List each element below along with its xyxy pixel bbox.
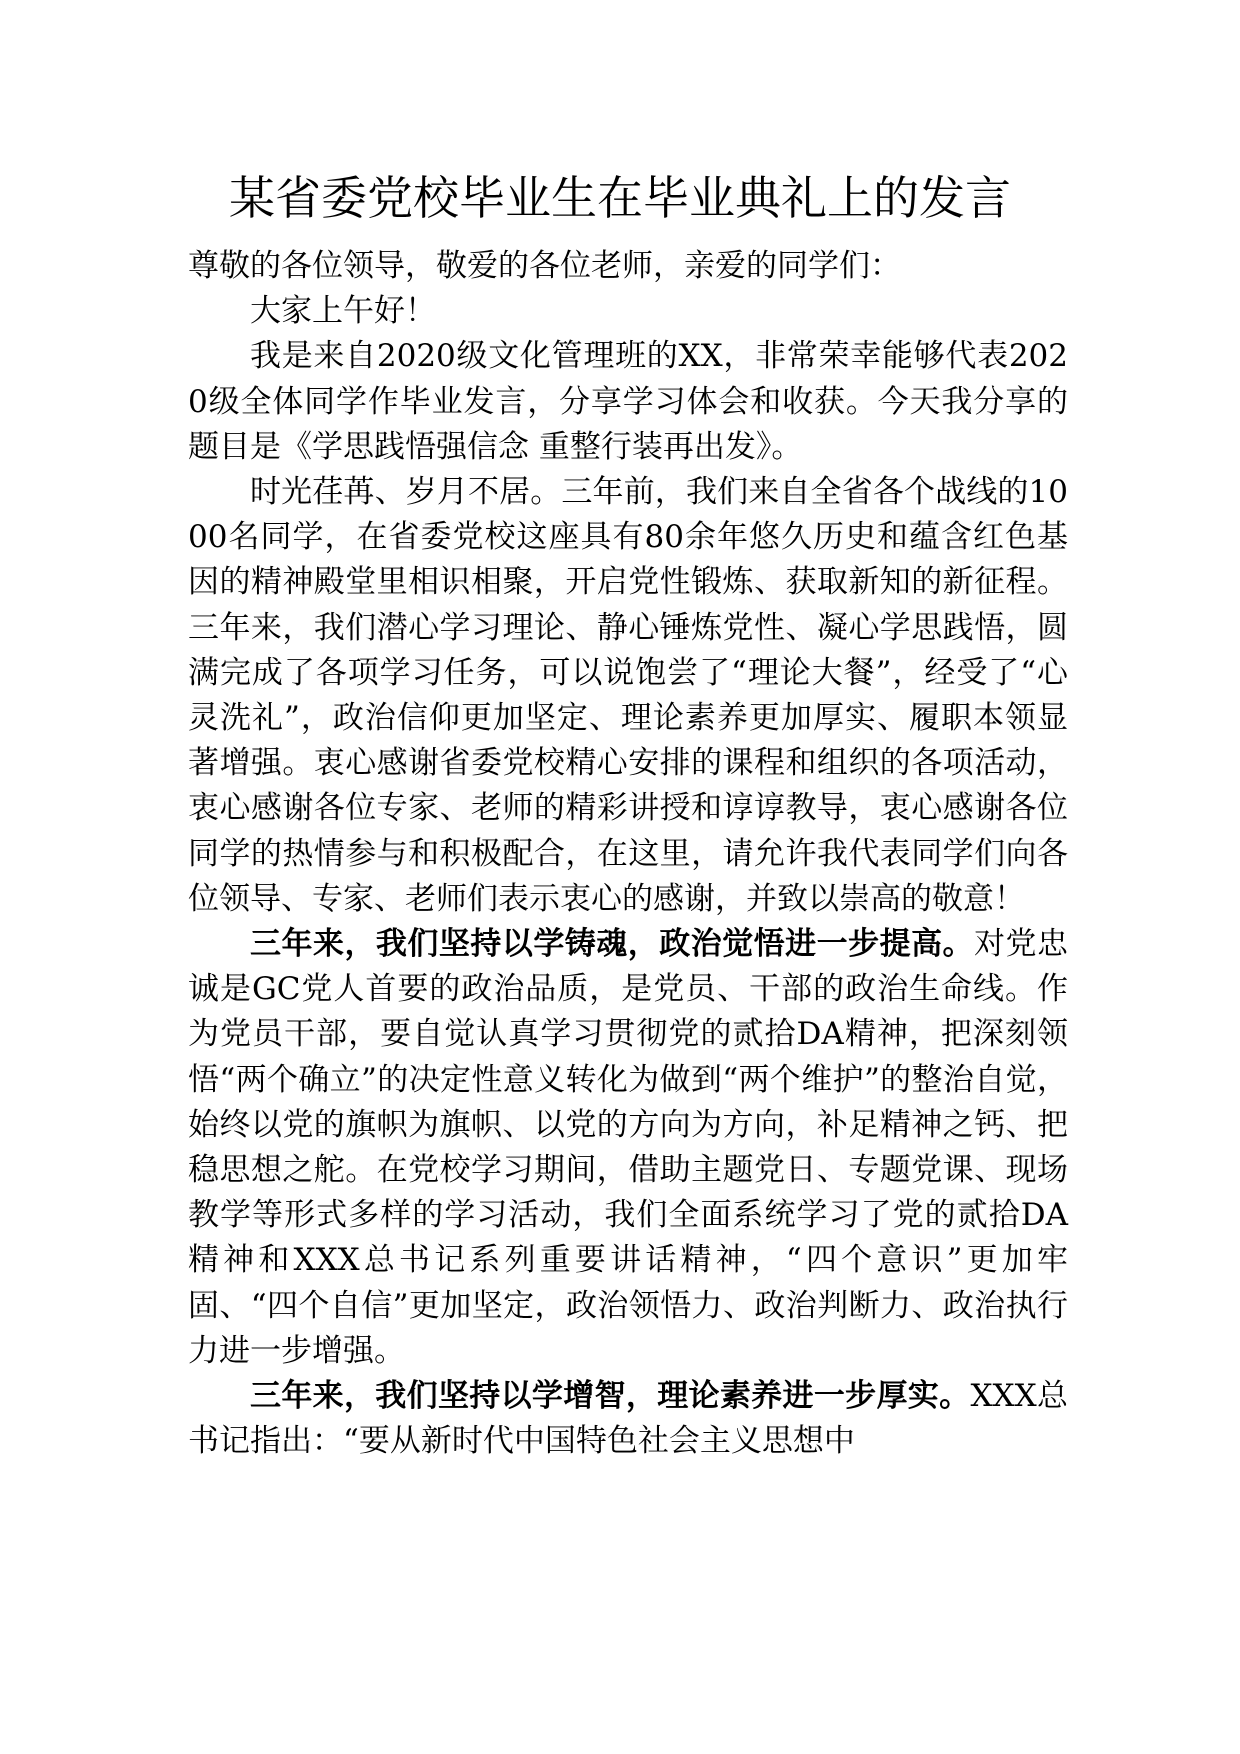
paragraph-intro xyxy=(188,334,1068,470)
paragraph-text: 我是来自2020级文化管理班的XX，非常荣幸能够代表2020级全体同学作毕业发言，分享学习体会和收获。今天我分享的题目是《学思践悟强信念 重整行装再出发》。 xyxy=(188,338,1068,465)
salutation: 尊敬的各位领导，敬爱的各位老师，亲爱的同学们： xyxy=(188,248,901,284)
paragraph-lead-heading: 三年来，我们坚持以学增智，理论素养进一步厚实。 xyxy=(250,1378,971,1415)
document-title: 某省委党校毕业生在毕业典礼上的发言 xyxy=(229,171,1011,225)
paragraph-theory-literacy xyxy=(188,1374,1068,1464)
paragraph-text: XXX总书记指出：“要从新时代中国特色社会主义思想中 xyxy=(188,1378,1069,1460)
greeting: 大家上午好！ xyxy=(250,293,436,330)
paragraph-text: 时光荏苒、岁月不居。三年前，我们来自全省各个战线的1000名同学，在省委党校这座具有80余年悠久历史和蕴含红色基因的精神殿堂里相识相聚，开启党性锻炼、获取新知的新征程。三年来，我们潜心学习理论、静心锤炼党性、凝心学思践悟，圆满完成了各项学习任务，可以说饱尝了“理论大餐”，经受了“心灵洗礼”，政治信仰更加坚定、理论素养更加厚实、履职本领显著增强。衷心感谢省委党校精心安排的课程和组织的各项活动，衷心感谢各位专家、老师的精彩讲授和谆谆教导，衷心感谢各位同学的热情参与和积极配合，在这里，请允许我代表同学们向各位领导、专家、老师们表示衷心的感谢，并致以崇高的敬意！ xyxy=(188,474,1068,917)
paragraph-text: 对党忠诚是GC党人首要的政治品质，是党员、干部的政治生命线。作为党员干部，要自觉认真学习贯彻党的贰拾DA精神，把深刻领悟“两个确立”的决定性意义转化为做到“两个维护”的整治自觉，始终以党的旗帜为旗帜、以党的方向为方向，补足精神之钙、把稳思想之舵。在党校学习期间，借助主题党日、专题党课、现场教学等形式多样的学习活动，我们全面系统学习了党的贰拾DA精神和XXX总书记系列重要讲话精神，“四个意识”更加牢固、“四个自信”更加坚定，政治领悟力、政治判断力、政治执行力进一步增强。 xyxy=(188,926,1069,1369)
paragraph-lead-heading: 三年来，我们坚持以学铸魂，政治觉悟进一步提高。 xyxy=(250,926,975,963)
document-body xyxy=(188,244,1068,1464)
paragraph-political-awareness xyxy=(188,922,1068,1374)
paragraph-reflection xyxy=(188,470,1068,922)
